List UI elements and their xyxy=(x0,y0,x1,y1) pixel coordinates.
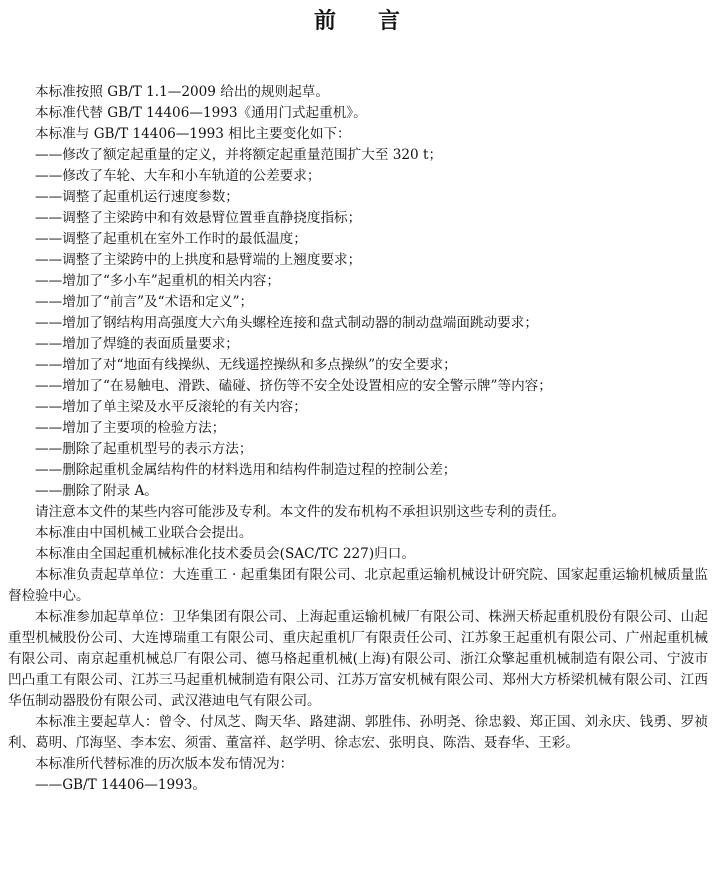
list-item: ——调整了起重机在室外工作时的最低温度； xyxy=(35,231,307,247)
list-item: ——增加了钢结构用高强度大六角头螺栓连接和盘式制动器的制动盘端面跳动要求； xyxy=(35,315,538,331)
list-item: ——增加了焊缝的表面质量要求； xyxy=(35,336,239,352)
managed-by: 本标准由全国起重机械标准化技术委员会(SAC/TC 227)归口。 xyxy=(35,546,415,562)
list-item: ——调整了起重机运行速度参数； xyxy=(35,189,239,205)
participating-drafters: 本标准参加起草单位：卫华集团有限公司、上海起重运输机械厂有限公司、株洲天桥起重机股份有限公司、山起重型机械股份公司、大连博瑞重工有限公司、重庆起重机厂有限责任公司、江苏象王起重机有限公司、广州起重机械有限公司、南京起重机械总厂有限公司、德马格起重机械(上海)有限公司、浙江众擎起重机械制造有限公司、宁波市凹凸重工有限公司、江苏三马起重机械制造有限公司、江苏万富安机械有限公司、郑州大方桥梁机械有限公司、江西华伍制动器股份有限公司、武汉港迪电气有限公司。 xyxy=(8,609,708,709)
list-item: ——调整了主梁跨中和有效悬臂位置垂直静挠度指标； xyxy=(35,210,362,226)
list-item: ——增加了“在易触电、滑跌、磕碰、挤伤等不安全处设置相应的安全警示牌”等内容； xyxy=(35,378,552,394)
proposed-by: 本标准由中国机械工业联合会提出。 xyxy=(35,525,253,541)
intro-changes-heading: 本标准与 GB/T 14406—1993 相比主要变化如下： xyxy=(35,126,351,142)
responsible-drafters: 本标准负责起草单位：大连重工 · 起重集团有限公司、北京起重运输机械设计研究院、国家起重运输机械质量监督检验中心。 xyxy=(8,567,708,604)
previous-editions-label: 本标准所代替标准的历次版本发布情况为： xyxy=(35,756,294,772)
list-item: ——增加了主要项的检验方法； xyxy=(35,420,226,436)
list-item: ——修改了车轮、大车和小车轨道的公差要求； xyxy=(35,168,321,184)
document-body xyxy=(8,82,708,796)
list-item: ——删除起重机金属结构件的材料选用和结构件制造过程的控制公差； xyxy=(35,462,457,478)
list-item: ——增加了单主梁及水平反滚轮的有关内容； xyxy=(35,399,307,415)
list-item: ——增加了“多小车”起重机的相关内容； xyxy=(35,273,280,289)
page-title: 前言 xyxy=(313,9,442,34)
changes-list xyxy=(8,145,708,502)
list-item: ——修改了额定起重量的定义，并将额定起重量范围扩大至 320 t； xyxy=(35,147,443,163)
patent-notice: 请注意本文件的某些内容可能涉及专利。本文件的发布机构不承担识别这些专利的责任。 xyxy=(35,504,566,520)
list-item: ——调整了主梁跨中的上拱度和悬臂端的上翘度要求； xyxy=(35,252,362,268)
list-item: ——增加了“前言”及“术语和定义”； xyxy=(35,294,254,310)
intro-drafting-rules: 本标准按照 GB/T 1.1—2009 给出的规则起草。 xyxy=(35,84,329,100)
main-drafters: 本标准主要起草人：曾令、付凤芝、陶天华、路建湖、郭胜伟、孙明尧、徐忠毅、郑正国、刘永庆、钱勇、罗祯利、葛明、邝海坚、李本宏、须雷、董富祥、赵学明、徐志宏、张明良、陈浩、聂春华、王彩。 xyxy=(8,714,708,751)
list-item: ——增加了对“地面有线操纵、无线遥控操纵和多点操纵”的安全要求； xyxy=(35,357,457,373)
list-item: ——删除了起重机型号的表示方法； xyxy=(35,441,253,457)
previous-edition-item: ——GB/T 14406—1993。 xyxy=(35,777,207,793)
intro-replaces: 本标准代替 GB/T 14406—1993《通用门式起重机》。 xyxy=(35,105,367,121)
list-item: ——删除了附录 A。 xyxy=(35,483,158,499)
